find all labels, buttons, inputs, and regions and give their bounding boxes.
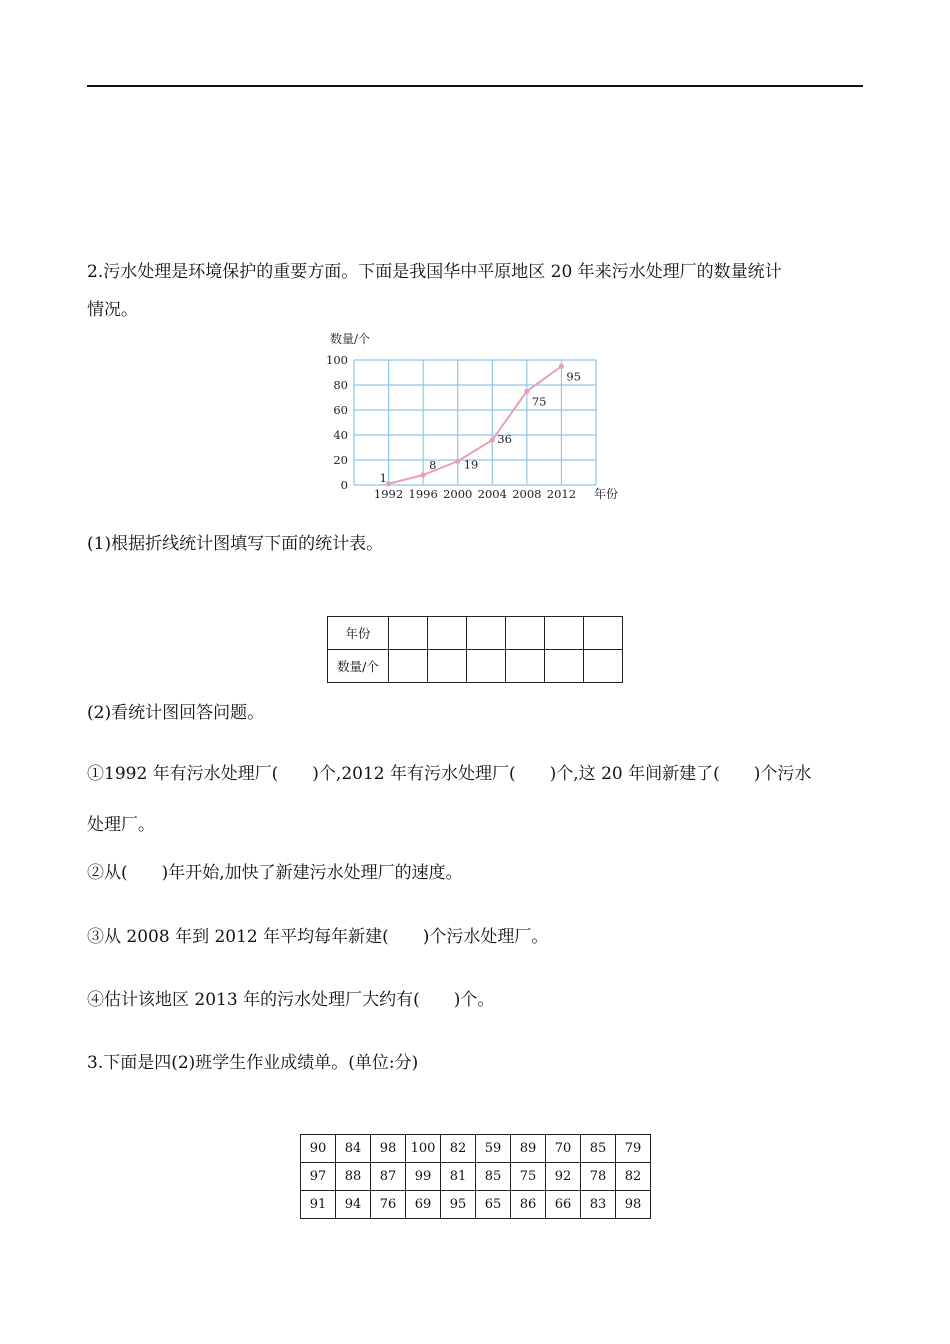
x-tick-label: 2012 bbox=[546, 487, 577, 501]
data-label: 1 bbox=[379, 470, 387, 485]
chart-xticks bbox=[374, 487, 576, 501]
score-cell: 79 bbox=[616, 1135, 651, 1163]
q2-intro-line2: 情况。 bbox=[87, 300, 138, 320]
score-cell: 82 bbox=[616, 1163, 651, 1191]
table-blank-cell[interactable] bbox=[545, 617, 584, 650]
table-row bbox=[301, 1135, 651, 1163]
table-row bbox=[301, 1163, 651, 1191]
score-cell: 91 bbox=[301, 1191, 336, 1219]
score-cell: 97 bbox=[301, 1163, 336, 1191]
table-header-count: 数量/个 bbox=[328, 650, 389, 683]
score-cell: 86 bbox=[511, 1191, 546, 1219]
score-cell: 90 bbox=[301, 1135, 336, 1163]
table-row-count bbox=[328, 650, 623, 683]
data-point bbox=[490, 437, 495, 442]
score-cell: 94 bbox=[336, 1191, 371, 1219]
score-cell: 88 bbox=[336, 1163, 371, 1191]
score-cell: 69 bbox=[406, 1191, 441, 1219]
chart-ylabel: 数量/个 bbox=[330, 332, 371, 346]
score-cell: 83 bbox=[581, 1191, 616, 1219]
scores-table bbox=[300, 1134, 651, 1219]
q3-title: 3.下面是四(2)班学生作业成绩单。(单位:分) bbox=[87, 1053, 419, 1073]
score-cell: 82 bbox=[441, 1135, 476, 1163]
q2-sub3: ③从 2008 年到 2012 年平均每年新建( )个污水处理厂。 bbox=[87, 927, 549, 947]
table-blank-cell[interactable] bbox=[506, 617, 545, 650]
q2-sub1-line2: 处理厂。 bbox=[87, 815, 155, 835]
score-cell: 99 bbox=[406, 1163, 441, 1191]
table-blank-cell[interactable] bbox=[506, 650, 545, 683]
y-tick-label: 20 bbox=[333, 453, 348, 467]
x-tick-label: 2008 bbox=[512, 487, 542, 501]
table-blank-cell[interactable] bbox=[428, 650, 467, 683]
q2-sub1-line1: ①1992 年有污水处理厂( )个,2012 年有污水处理厂( )个,这 20 年间新建了( )个污水 bbox=[87, 764, 812, 784]
score-cell: 70 bbox=[546, 1135, 581, 1163]
q2-intro-line1: 2.污水处理是环境保护的重要方面。下面是我国华中平原地区 20 年来污水处理厂的数量统计 bbox=[87, 262, 782, 282]
data-point bbox=[524, 389, 529, 394]
x-tick-label: 2000 bbox=[443, 487, 473, 501]
x-tick-label: 1996 bbox=[408, 487, 438, 501]
score-cell: 100 bbox=[406, 1135, 441, 1163]
data-label: 95 bbox=[566, 369, 582, 384]
score-cell: 59 bbox=[476, 1135, 511, 1163]
score-cell: 98 bbox=[371, 1135, 406, 1163]
score-cell: 84 bbox=[336, 1135, 371, 1163]
y-tick-label: 80 bbox=[333, 378, 348, 392]
score-cell: 89 bbox=[511, 1135, 546, 1163]
data-label: 19 bbox=[463, 457, 479, 472]
data-label: 75 bbox=[531, 394, 547, 409]
y-tick-label: 60 bbox=[333, 403, 348, 417]
score-cell: 65 bbox=[476, 1191, 511, 1219]
score-cell: 95 bbox=[441, 1191, 476, 1219]
table-blank-cell[interactable] bbox=[428, 617, 467, 650]
y-tick-label: 100 bbox=[326, 353, 348, 367]
table-blank-cell[interactable] bbox=[467, 617, 506, 650]
x-tick-label: 2004 bbox=[477, 487, 507, 501]
score-cell: 85 bbox=[581, 1135, 616, 1163]
q2-part1: (1)根据折线统计图填写下面的统计表。 bbox=[87, 534, 384, 554]
line-chart bbox=[318, 327, 630, 505]
q2-sub2: ②从( )年开始,加快了新建污水处理厂的速度。 bbox=[87, 863, 463, 883]
chart-yticks bbox=[326, 353, 348, 492]
table-blank-cell[interactable] bbox=[584, 650, 623, 683]
score-cell: 92 bbox=[546, 1163, 581, 1191]
stats-table bbox=[327, 616, 623, 683]
x-tick-label: 1992 bbox=[373, 487, 404, 501]
score-cell: 87 bbox=[371, 1163, 406, 1191]
score-cell: 78 bbox=[581, 1163, 616, 1191]
score-cell: 75 bbox=[511, 1163, 546, 1191]
q2-part2: (2)看统计图回答问题。 bbox=[87, 703, 265, 723]
table-blank-cell[interactable] bbox=[389, 650, 428, 683]
table-blank-cell[interactable] bbox=[467, 650, 506, 683]
chart-data-labels bbox=[380, 369, 581, 485]
y-tick-label: 0 bbox=[340, 478, 348, 492]
table-blank-cell[interactable] bbox=[584, 617, 623, 650]
table-blank-cell[interactable] bbox=[545, 650, 584, 683]
table-blank-cell[interactable] bbox=[389, 617, 428, 650]
score-cell: 66 bbox=[546, 1191, 581, 1219]
data-label: 8 bbox=[429, 458, 437, 472]
data-label: 36 bbox=[497, 432, 512, 446]
data-point bbox=[421, 472, 426, 477]
score-cell: 98 bbox=[616, 1191, 651, 1219]
data-point bbox=[559, 364, 564, 369]
table-row bbox=[301, 1191, 651, 1219]
header-rule bbox=[87, 85, 863, 87]
data-point bbox=[455, 459, 460, 464]
chart-xlabel: 年份 bbox=[594, 487, 619, 501]
table-row-year bbox=[328, 617, 623, 650]
y-tick-label: 40 bbox=[333, 428, 348, 442]
score-cell: 81 bbox=[441, 1163, 476, 1191]
score-cell: 76 bbox=[371, 1191, 406, 1219]
table-header-year: 年份 bbox=[328, 617, 389, 650]
score-cell: 85 bbox=[476, 1163, 511, 1191]
q2-sub4: ④估计该地区 2013 年的污水处理厂大约有( )个。 bbox=[87, 990, 495, 1010]
